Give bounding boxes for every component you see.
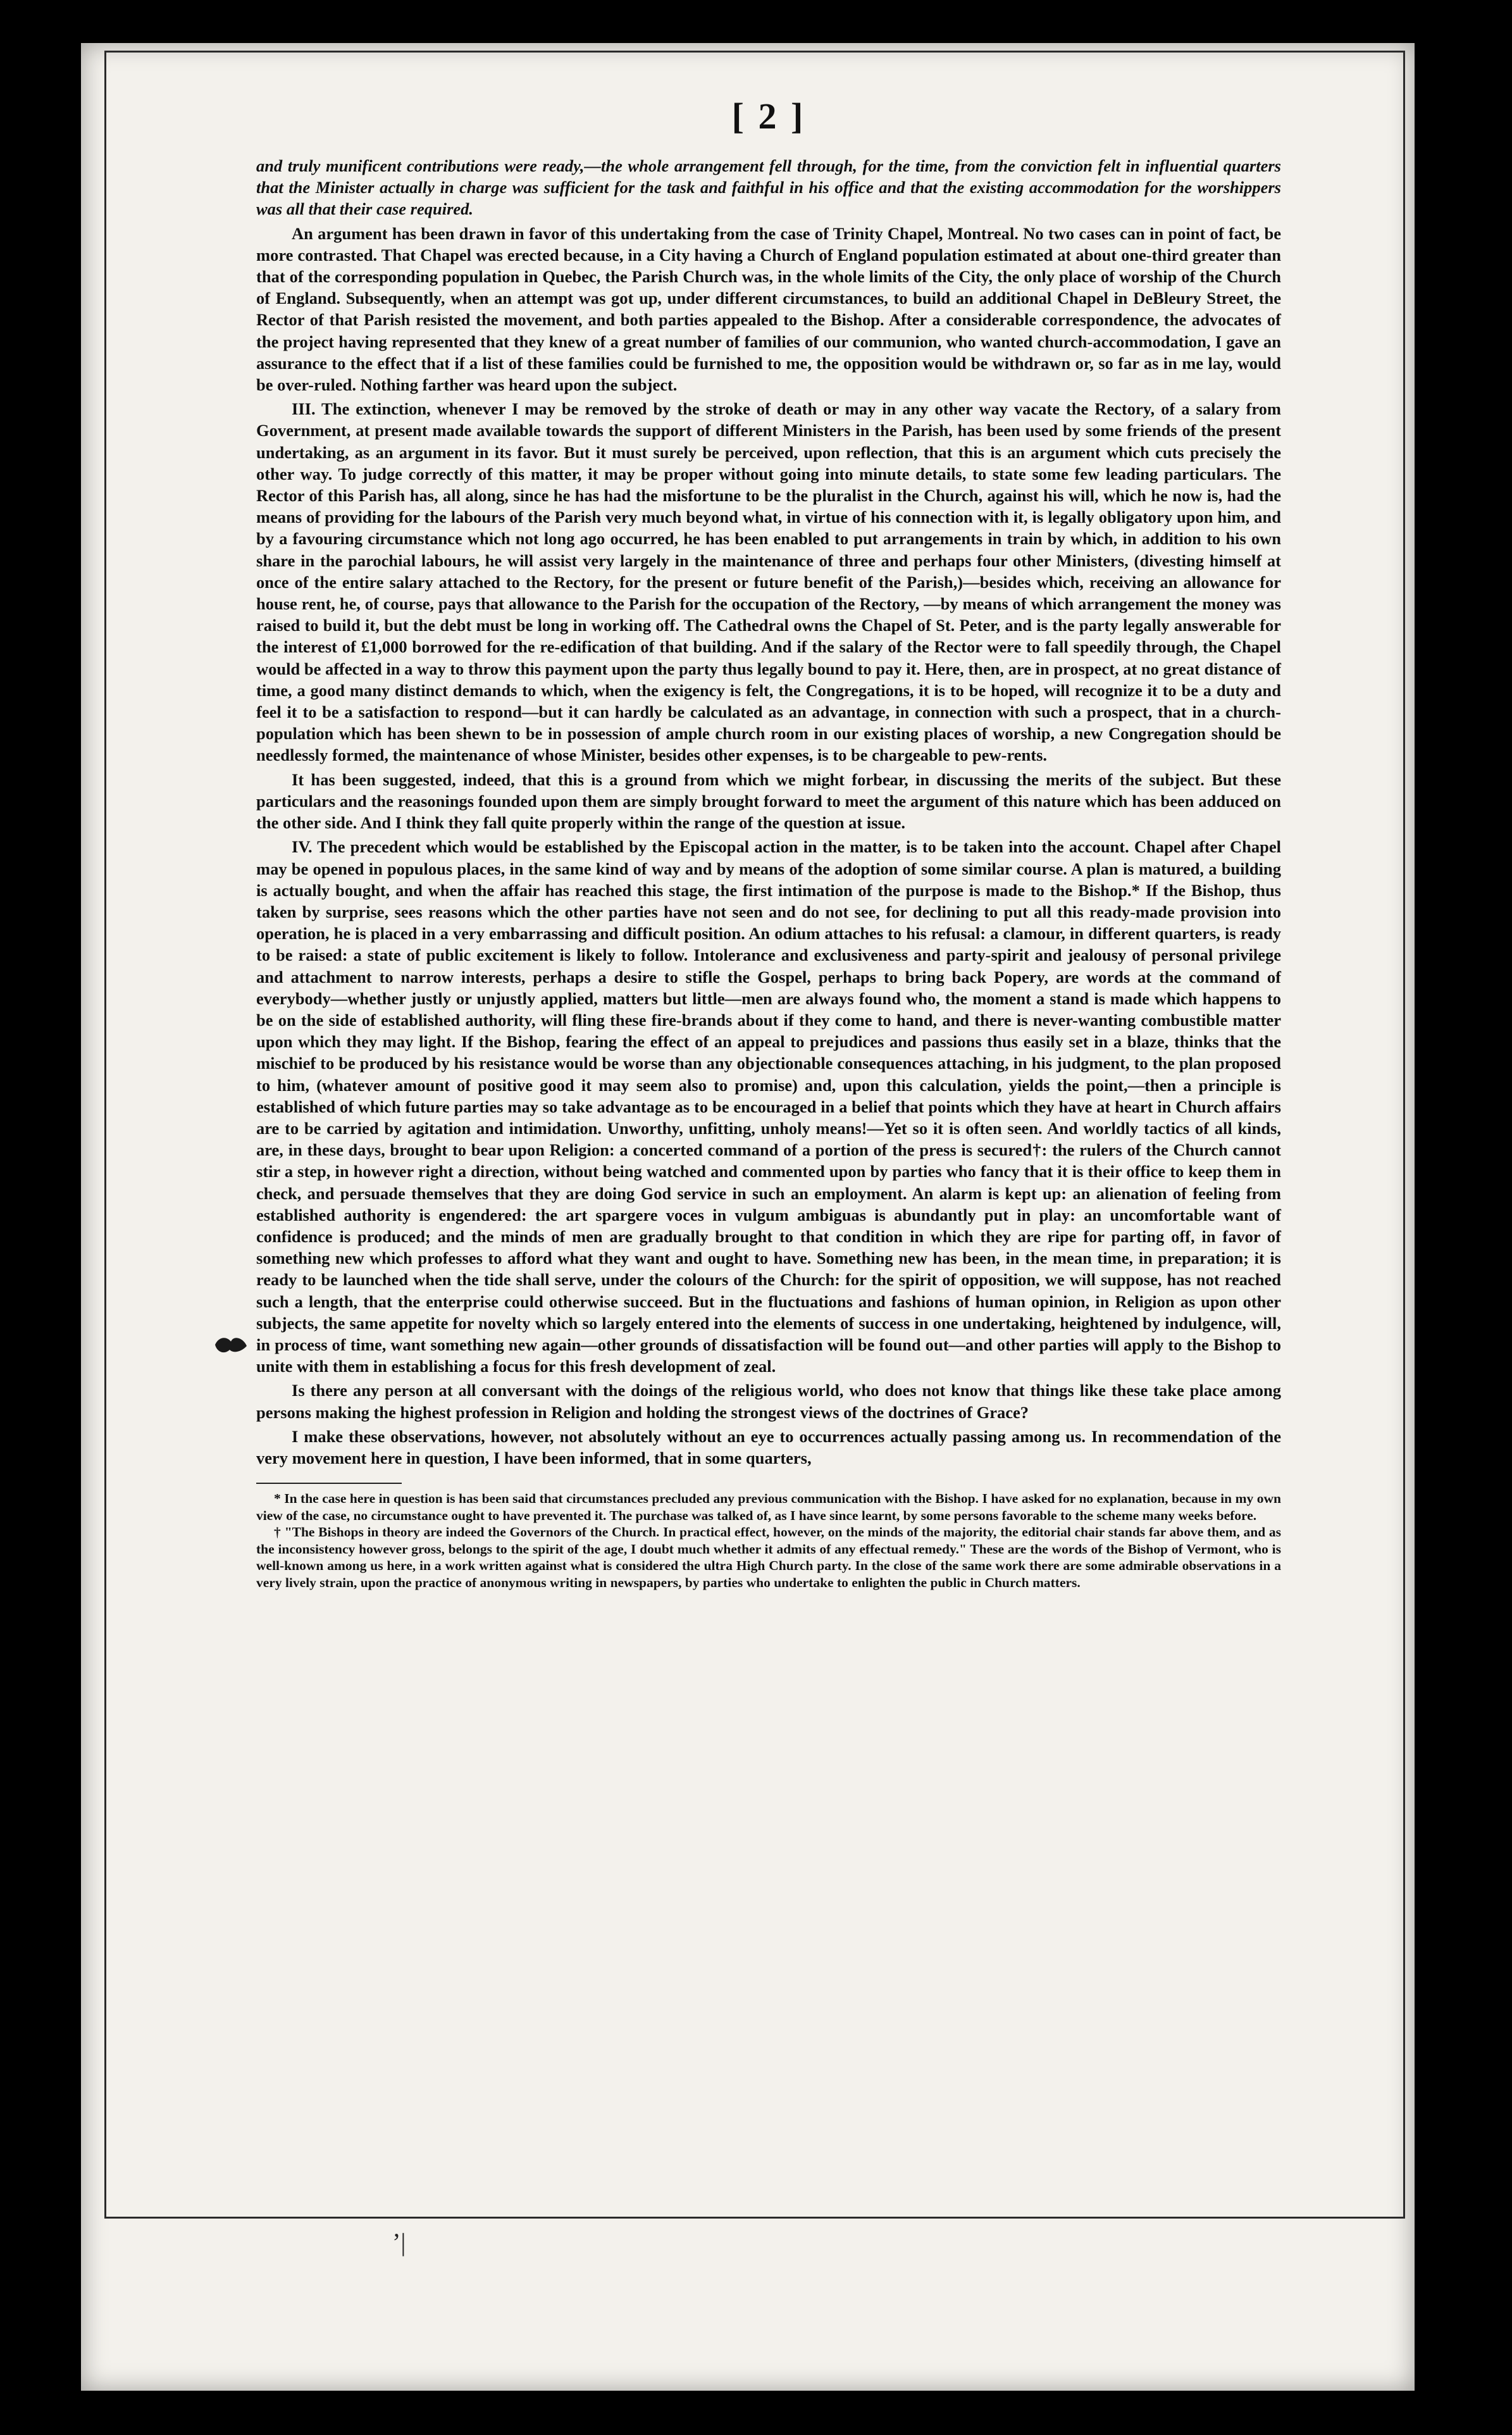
ink-blot [212, 1332, 250, 1357]
footnote-asterisk: * In the case here in question is has been said that circumstances precluded any previous communication with the Bishop. I have asked for no explanation, because in my own view of the case, no circumstance ought to have prevented it. The purchase was talked of, as I have since learnt, by some persons favorable to the scheme many weeks before. [256, 1491, 1281, 1523]
paragraph-observations: I make these observations, however, not absolutely without an eye to occurrences actually passing among us. In recommendation of the very movement here in question, I have been informed, that in some quarters, [256, 1426, 1281, 1467]
paragraph-question: Is there any person at all conversant with the doings of the religious world, who does not know that things like these take place among persons making the highest profession in Religion and holding the strongest views of the doctrines of Grace? [256, 1381, 1281, 1422]
page-content [256, 95, 1281, 1591]
paragraph-suggestion: It has been suggested, indeed, that this is a ground from which we might forbear, in discussing the merits of the subject. But these particulars and the reasonings founded upon them are simply brought forward to meet the argument of this nature which has been adduced on the other side. And I think they fall quite properly within the range of the question at issue. [256, 769, 1281, 833]
page-number: [ 2 ] [731, 96, 806, 137]
paragraph-section-iii: III. The extinction, whenever I may be removed by the stroke of death or may in any other way vacate the Rectory, of a salary from Government, at present made available towards the support of different Ministers in the Parish, has been used by some friends of the present undertaking, as an argument in its favor. But it must surely be perceived, upon reflection, that this is an argument which cuts precisely the other way. To judge correctly of this matter, it may be proper without going into minute details, to state some few leading particulars. The Rector of this Parish has, all along, since he has had the misfortune to be the pluralist in the Church, against his will, which he now is, had the means of providing for the labours of the Parish very much beyond what, in virtue of his connection with it, is legally obligatory upon him, and by a favouring circumstance which not long ago occurred, he has been enabled to put arrangements in train by which, in addition to his own share in the parochial labours, he will assist very largely in the maintenance of three and perhaps four other Ministers, (divesting himself at once of the entire salary attached to the Rectory, for the present or future benefit of the Parish,)—besides which, receiving an allowance for house rent, he, of course, pays that allowance to the Parish for the occupation of the Rectory, —by means of which arrangement the money was raised to build it, but the debt must be long in working off. The Cathedral owns the Chapel of St. Peter, and is the party legally answerable for the interest of £1,000 borrowed for the re-edification of that building. And if the salary of the Rector were to fall speedily through, the Chapel would be affected in a way to throw this payment upon the party thus legally bound to pay it. Here, then, are in prospect, at no great distance of time, a good many distinct demands to which, when the exigency is felt, the Congregations, it is to be hoped, will recognize it to be a duty and feel it to be a satisfaction to respond—but it can hardly be calculated as an advantage, in connection with such a prospect, that in a church-population which has been shewn to be in possession of ample church room in our existing places of worship, a new Congregation should be needlessly formed, the maintenance of whose Minister, besides other expenses, is to be chargeable to pew-rents. [256, 399, 1281, 765]
paragraph-trinity-chapel: An argument has been drawn in favor of this undertaking from the case of Trinity Chapel, Montreal. No two cases can in point of fact, be more contrasted. That Chapel was erected because, in a City having a Church of England population estimated at about one-third greater than that of the corresponding population in Quebec, the Parish Church was, in the whole limits of the City, the only place of worship of the Church of England. Subsequently, when an attempt was got up, under different circumstances, to build an additional Chapel in DeBleury Street, the Rector of that Parish resisted the movement, and both parties appealed to the Bishop. After a considerable correspondence, the advocates of the project having represented that they knew of a great number of families of our communion, who wanted church-accommodation, I gave an assurance to the effect that if a list of these families could be furnished to me, the opposition would be withdrawn or, so far as in me lay, would be over-ruled. Nothing farther was heard upon the subject. [256, 223, 1281, 395]
paragraph-continuation: and truly munificent contributions were ready,—the whole arrangement fell through, for the time, from the conviction felt in influential quarters that the Minister actually in charge was sufficient for the task and faithful in his office and that the existing accommodation for the worshippers was all that their case required. [256, 156, 1281, 219]
footnote-dagger: † "The Bishops in theory are indeed the Governors of the Church. In practical effect, however, on the minds of the majority, the editorial chair stands far above them, and as the inconsistency however gross, belongs to the spirit of the age, I doubt much whether it admits of any effectual remedy." These are the words of the Bishop of Vermont, who is well-known among us here, in a work written against what is considered the ultra High Church party. In the close of the same work there are some admirable observations in a very lively strain, upon the practice of anonymous writing in newspapers, by parties who undertake to enlighten the public in Church matters. [256, 1524, 1281, 1590]
paragraph-section-iv: IV. The precedent which would be established by the Episcopal action in the matter, is to be taken into the account. Chapel after Chapel may be opened in populous places, in the same kind of way and by means of the adoption of some similar course. A plan is matured, a building is actually bought, and when the affair has reached this stage, the first intimation of the purpose is made to the Bishop.* If the Bishop, thus taken by surprise, sees reasons which the other parties have not seen and do not see, for declining to put all this ready-made provision into operation, he is placed in a very embarrassing and difficult position. An odium attaches to his refusal: a clamour, in different quarters, is ready to be raised: a state of public excitement is likely to follow. Intolerance and exclusiveness and party-spirit and jealousy of personal privilege and attachment to narrow interests, perhaps a desire to stifle the Gospel, perhaps to bring back Popery, are words at the command of everybody—whether justly or unjustly applied, matters but little—men are always found who, the moment a stand is made which happens to be on the side of established authority, will fling these fire-brands about if they come to hand, and there is never-wanting combustible matter upon which they may light. If the Bishop, fearing the effect of an appeal to prejudices and passions thus easily set in a blaze, thinks that the mischief to be produced by his resistance would be worse than any objectionable consequences attaching, in his judgment, to the plan proposed to him, (whatever amount of positive good it may seem also to promise) and, upon this calculation, yields the point,—then a principle is established of which future parties may so take advantage as to be encouraged in a belief that points which they have at heart in Church affairs are to be carried by agitation and intimidation. Unworthy, unfitting, unholy means!—Yet so it is often seen. And worldly tactics of all kinds, are, in these days, brought to bear upon Religion: a concerted command of a portion of the press is secured†: the rulers of the Church cannot stir a step, in however right a direction, without being watched and commented upon by parties who fancy that it is their office to keep them in check, and persuade themselves that they are doing God service in such an employment. An alarm is kept up: an alienation of feeling from established authority is engendered: the art spargere voces in vulgum ambiguas is abundantly put in play: an uncomfortable want of confidence is produced; and the minds of men are gradually brought to that condition in which they are ripe for parting off, in favor of something new which professes to afford what they want and ought to have. Something new has been, in the mean time, in preparation; it is ready to be launched when the tide shall serve, under the colours of the Church: for the spirit of opposition, we will suppose, has not reached such a length, that the enterprise could otherwise succeed. But in the fluctuations and fashions of human opinion, in Religion as upon other subjects, the same appetite for novelty which so largely entered into the elements of success in one undertaking, heightened by indulgence, will, in process of time, want something new again—other grounds of dissatisfaction will be found out—and other parties will apply to the Bishop to unite with them in establishing a focus for this fresh development of zeal. [256, 837, 1281, 1376]
stray-mark: ʼ| [392, 2228, 406, 2257]
footnote-divider [256, 1483, 402, 1484]
